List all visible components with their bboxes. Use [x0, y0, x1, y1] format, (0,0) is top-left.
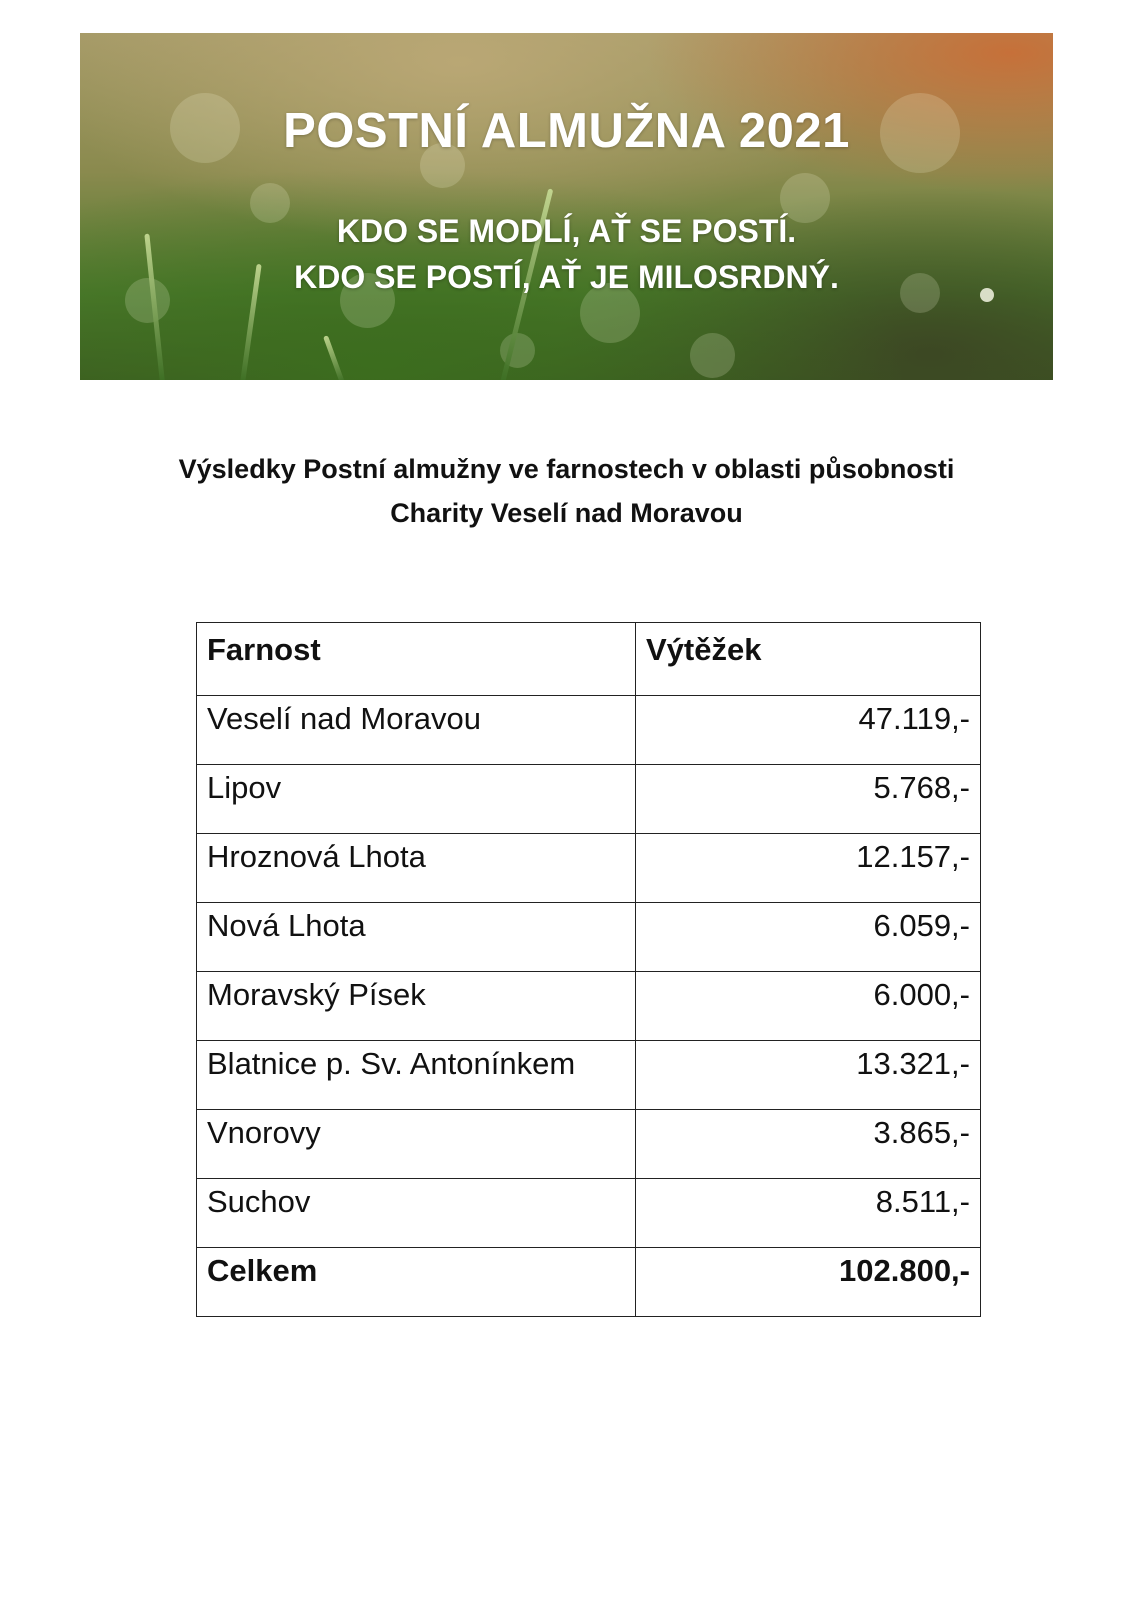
- table-row: [197, 834, 981, 903]
- grass-blade: [323, 335, 345, 380]
- parish-amount: 6.000,-: [636, 972, 981, 1041]
- table-total-row: [197, 1248, 981, 1317]
- table-row: [197, 696, 981, 765]
- parish-amount: 8.511,-: [636, 1179, 981, 1248]
- banner-motto-line2: KDO SE POSTÍ, AŤ JE MILOSRDNÝ.: [294, 259, 839, 295]
- parish-amount: 3.865,-: [636, 1110, 981, 1179]
- table-row: [197, 1110, 981, 1179]
- table-row: [197, 972, 981, 1041]
- parish-amount: 13.321,-: [636, 1041, 981, 1110]
- parish-amount: 47.119,-: [636, 696, 981, 765]
- table-header-row: [197, 623, 981, 696]
- parish-amount: 12.157,-: [636, 834, 981, 903]
- total-label: Celkem: [197, 1248, 636, 1317]
- parish-name: Hroznová Lhota: [197, 834, 636, 903]
- column-header-parish: Farnost: [197, 623, 636, 696]
- parish-name: Lipov: [197, 765, 636, 834]
- parish-name: Veselí nad Moravou: [197, 696, 636, 765]
- parish-name: Suchov: [197, 1179, 636, 1248]
- parish-name: Blatnice p. Sv. Antonínkem: [197, 1041, 636, 1110]
- banner-title: POSTNÍ ALMUŽNA 2021: [283, 104, 850, 158]
- table-row: [197, 765, 981, 834]
- table-row: [197, 1179, 981, 1248]
- total-amount: 102.800,-: [636, 1248, 981, 1317]
- parish-name: Nová Lhota: [197, 903, 636, 972]
- header-banner: [80, 33, 1053, 380]
- parish-amount: 6.059,-: [636, 903, 981, 972]
- bokeh-light: [690, 333, 735, 378]
- banner-motto-line1: KDO SE MODLÍ, AŤ SE POSTÍ.: [336, 213, 797, 249]
- page-heading-line2: Charity Veselí nad Moravou: [390, 498, 743, 528]
- results-table: [196, 622, 981, 1317]
- parish-amount: 5.768,-: [636, 765, 981, 834]
- table-row: [197, 903, 981, 972]
- column-header-proceeds: Výtěžek: [636, 623, 981, 696]
- parish-name: Moravský Písek: [197, 972, 636, 1041]
- parish-name: Vnorovy: [197, 1110, 636, 1179]
- page-heading-line1: Výsledky Postní almužny ve farnostech v oblasti působnosti: [178, 454, 955, 484]
- table-row: [197, 1041, 981, 1110]
